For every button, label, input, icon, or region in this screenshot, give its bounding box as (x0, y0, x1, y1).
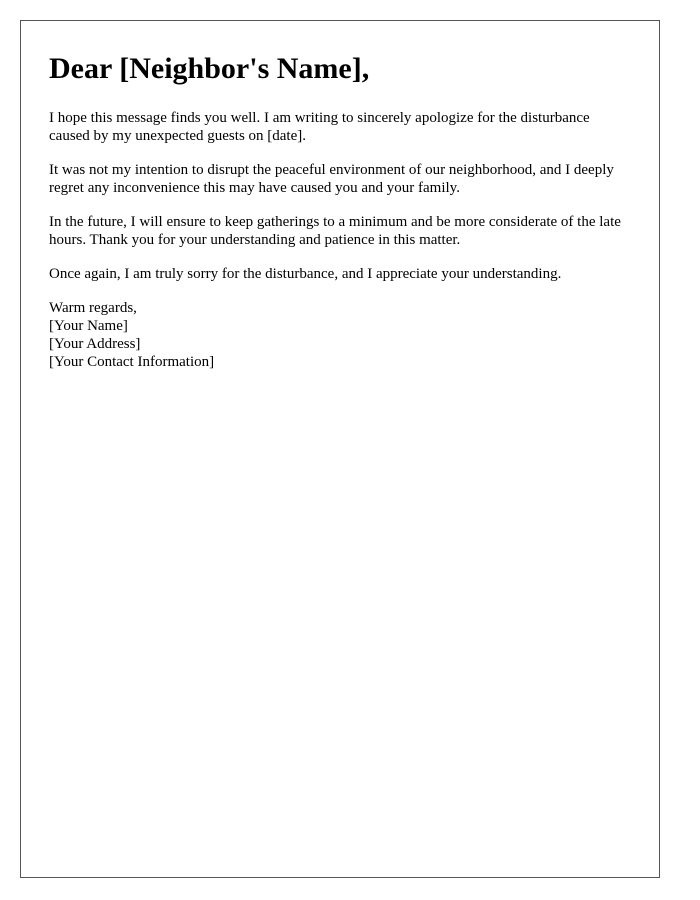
letter-salutation: Dear [Neighbor's Name], (49, 52, 370, 85)
letter-paragraph-regret: It was not my intention to disrupt the peaceful environment of our neighborhood, and I deeply regret any inconvenience this may have caused you and your family. (49, 162, 614, 196)
sign-off: Warm regards, (49, 300, 137, 316)
sender-contact: [Your Contact Information] (49, 354, 215, 370)
letter-paragraph-intro: I hope this message finds you well. I am writing to sincerely apologize for the disturbance caused by my unexpected guests on [date]. (49, 110, 590, 144)
sender-name: [Your Name] (49, 318, 128, 334)
letter-paragraph-apology: Once again, I am truly sorry for the disturbance, and I appreciate your understanding. (49, 266, 562, 282)
letter-paragraph-future: In the future, I will ensure to keep gatherings to a minimum and be more considerate of the late hours. Thank you for your understanding and patience in this matter. (49, 214, 621, 248)
letter-page (20, 20, 660, 878)
sender-address: [Your Address] (49, 336, 141, 352)
letter-closing (49, 299, 631, 371)
